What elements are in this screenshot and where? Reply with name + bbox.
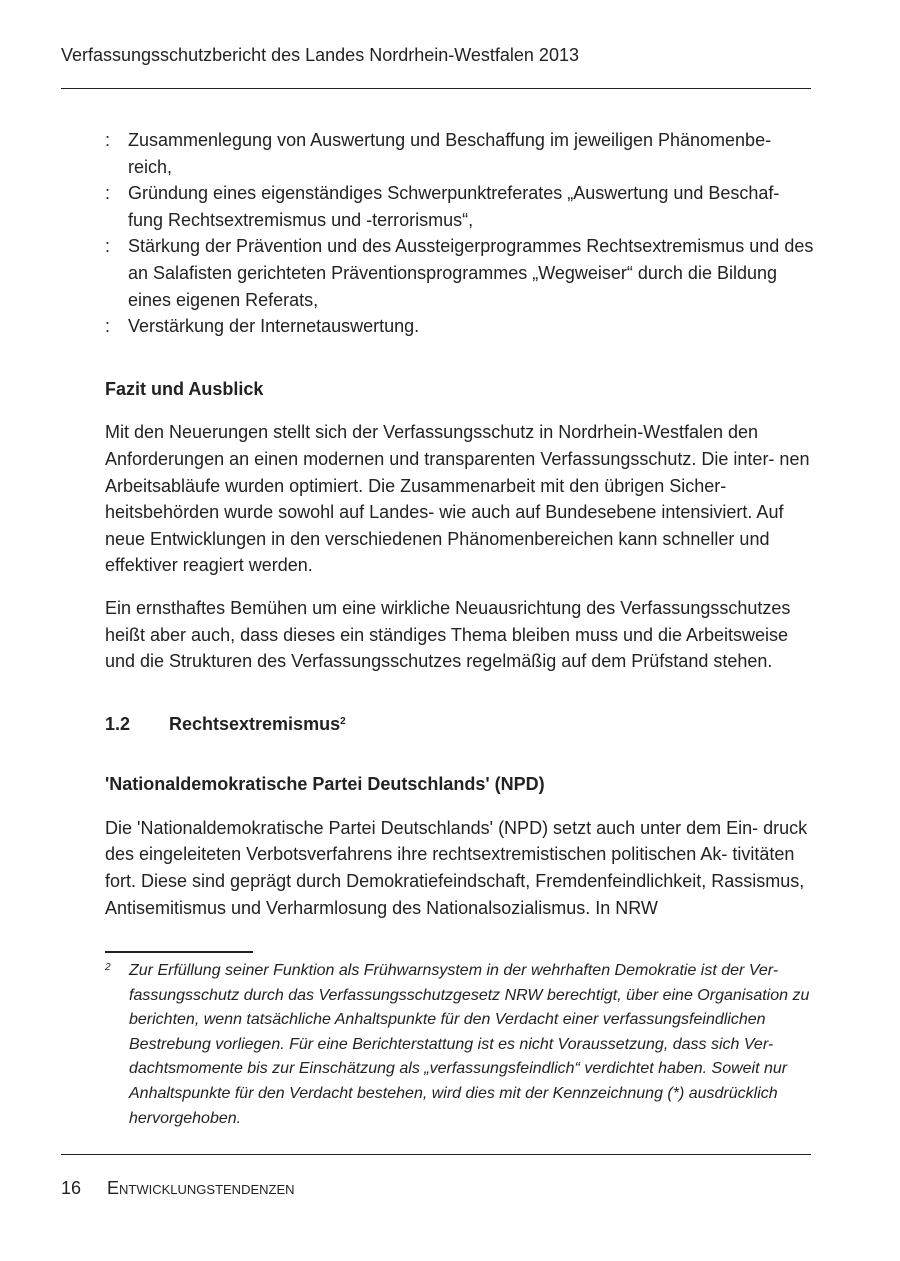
footnote-text: Zur Erfüllung seiner Funktion als Frühwarnsystem in der wehrhaften Demokratie ist der Ver- fassungsschutz durch das Verfassungsschutzgesetz NRW berechtigt, über eine Organisation zu berichten, wenn tatsächliche Anhaltspunkte für den Verdacht einer verfassungsfeindlichen Bestrebung vorliegen. Für eine Berichterstattung ist es nicht Voraussetzung, dass sich Ver- dachtsmomente bis zur Einschätzung als „verfassungsfeindlich“ verdichtet haben. Soweit nur Anhaltspunkte für den Verdacht bestehen, wird dies mit der Kennzeichnung (*) ausdrücklich hervorgehoben. (129, 962, 810, 1127)
section-number: 1.2 (105, 713, 131, 734)
list-item: : Zusammenlegung von Auswertung und Beschaffung im jeweiligen Phänomenbe- reich, (105, 127, 817, 180)
fazit-paragraph-2: Ein ernsthaftes Bemühen um eine wirkliche Neuausrichtung des Verfassungsschutzes heißt aber auch, dass dieses ein ständiges Thema bleiben muss und die Arbeitsweise und die Strukturen des Verfassungsschutzes regelmäßig auf dem Prüfstand stehen. (105, 597, 791, 672)
list-marker: : (105, 183, 111, 204)
footer-rule (61, 1154, 811, 1155)
list-marker: : (105, 236, 111, 257)
footnote (105, 959, 817, 1131)
fazit-heading: Fazit und Ausblick (105, 378, 264, 399)
list-marker: : (105, 316, 111, 337)
page-number: 16 (61, 1178, 82, 1198)
list-item: : Verstärkung der Internetauswertung. (105, 313, 817, 340)
fazit-paragraph-1: Mit den Neuerungen stellt sich der Verfassungsschutz in Nordrhein-Westfalen den Anforderungen an einen modernen und transparenten Verfassungsschutz. Die inter- nen Arbeitsabläufe wurden optimiert. Die Zusammenarbeit mit den übrigen Sicher- heitsbehörden wurde sowohl auf Landes- wie auch auf Bundesebene intensiviert. Auf neue Entwicklungen in den verschiedenen Phänomenbereichen kann schneller und effektiver reagiert werden. (105, 422, 810, 576)
header-rule (61, 88, 811, 89)
list-marker: : (105, 130, 111, 150)
footnote-number: 2 (105, 962, 111, 973)
list-item: : Stärkung der Prävention und des Aussteigerprogrammes Rechtsextremismus und des an Salafisten gerichteten Präventionsprogrammes „Wegweiser“ durch die Bildung eines eigenen Referats, (105, 233, 817, 313)
main-content (105, 127, 817, 921)
list-item: : Gründung eines eigenständiges Schwerpunktreferates „Auswertung und Beschaf- fung Rechtsextremismus und -terrorismus“, (105, 180, 817, 233)
measures-list (105, 127, 817, 340)
footnote-rule (105, 951, 253, 953)
running-header: Verfassungsschutzbericht des Landes Nordrhein-Westfalen 2013 (61, 45, 579, 65)
footer-section-name: Entwicklungstendenzen (107, 1178, 295, 1198)
npd-heading: 'Nationaldemokratische Partei Deutschlands' (NPD) (105, 774, 545, 795)
page-footer (61, 1178, 295, 1199)
footnote-reference[interactable]: 2 (340, 715, 346, 727)
section-heading (105, 711, 817, 738)
npd-paragraph: Die 'Nationaldemokratische Partei Deutschlands' (NPD) setzt auch unter dem Ein- druck des eingeleiteten Verbotsverfahrens ihre rechtsextremistischen politischen Ak- tivitäten fort. Diese sind geprägt durch Demokratiefeindschaft, Fremdenfeindlichkeit, Rassismus, Antisemitismus und Verharmlosung des Nationalsozialismus. In NRW (105, 817, 808, 918)
section-title: Rechtsextremismus (169, 713, 341, 734)
